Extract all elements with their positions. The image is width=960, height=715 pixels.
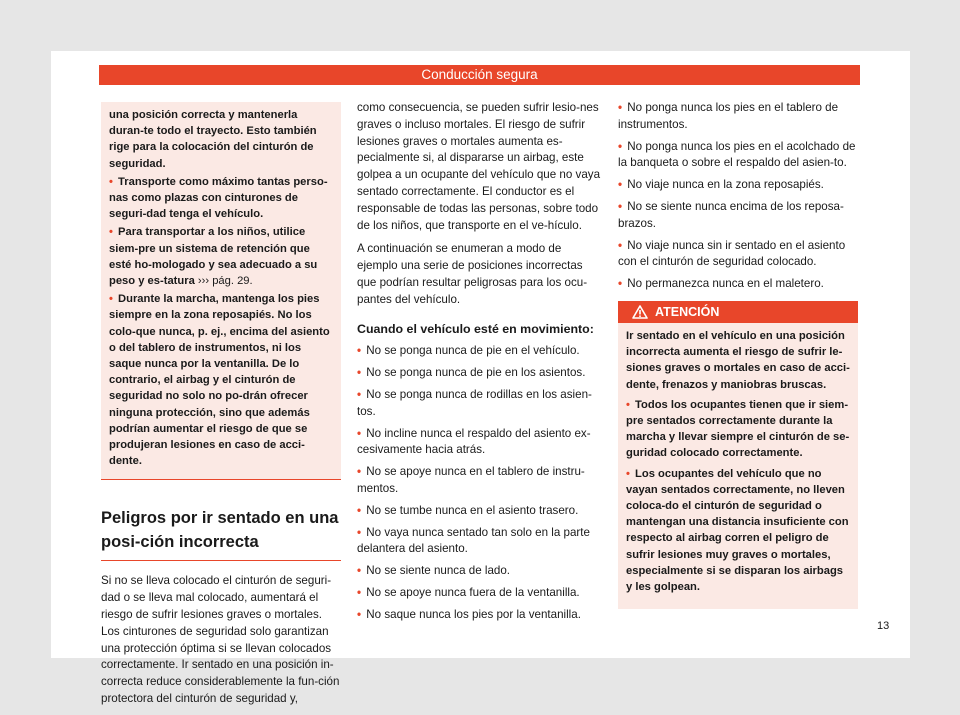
body-paragraph: Si no se lleva colocado el cinturón de seguri-dad o se lleva mal colocado, aumentará el riesgo de sufrir lesiones graves o mortales. Los cinturones de seguridad solo garantizan una protección óptima si se llevan colocados correctamente. Ir sentado en una posición in-correcta reduce considerablemente la fun-ción protectora del cinturón de seguridad y,	[101, 574, 340, 706]
column-2	[357, 100, 604, 629]
page-header	[99, 65, 860, 85]
bullet-icon: •	[357, 366, 362, 380]
warning-box	[618, 301, 858, 609]
column-1	[101, 100, 341, 715]
list-item: • No viaje nunca en la zona reposapiés.	[618, 178, 824, 192]
bullet-icon: •	[626, 398, 630, 411]
list-item: • No se siente nunca de lado.	[357, 564, 511, 578]
bullet-icon: •	[357, 387, 362, 401]
column-3	[618, 100, 858, 609]
bullet-icon: •	[109, 293, 113, 306]
list-item: • No se apoye nunca fuera de la ventanilla.	[357, 585, 580, 599]
body-paragraph: como consecuencia, se pueden sufrir lesio-nes graves o incluso mortales. El riesgo de sufrir lesiones graves o mortales aumenta es-pecialmente si, al dispararse un airbag, este golpea a un ocupante del vehículo que no vaya sentado correctamente. El conductor es el responsable de todas las personas, sobre todo de los niños, que transporte en el ve-hículo.	[357, 101, 601, 232]
bullet-icon: •	[357, 607, 362, 621]
bullet-icon: •	[618, 199, 623, 213]
bullet-icon: •	[626, 467, 630, 480]
bullet-icon: •	[357, 503, 362, 517]
list-item: • No viaje nunca sin ir sentado en el asiento con el cinturón de seguridad colocado.	[618, 238, 846, 269]
page	[51, 51, 910, 706]
safety-tips-box	[101, 102, 341, 480]
list-item: • No se apoye nunca en el tablero de instru-mentos.	[357, 465, 585, 495]
warning-body	[618, 323, 858, 609]
box-bullet-item: • Para transportar a los niños, utilice siem-pre un sistema de retención que esté ho-mologado y sea adecuado a su peso y es-tatura ››› pág. 29.	[109, 226, 318, 288]
subheading: Cuando el vehículo esté en movimiento:	[357, 321, 594, 336]
warning-bullet-item: • Los ocupantes del vehículo que no vayan sentados correctamente, no lleven coloca-do el cinturón de seguridad o mantengan una distancia insuficiente con respecto al airbag corren el peligro de sufrir lesiones muy graves o mortales, especialmente si se disparan los airbags y les golpean.	[626, 467, 849, 594]
box-bullet-item: • Transporte como máximo tantas perso-nas como plazas con cinturones de seguri-dad tenga el vehículo.	[109, 175, 328, 221]
bullet-icon: •	[618, 101, 623, 114]
page-number: 13	[877, 620, 890, 632]
bullet-icon: •	[109, 175, 113, 188]
list-item: • No saque nunca los pies por la ventanilla.	[357, 607, 581, 621]
box-paragraph: una posición correcta y mantenerla duran-te todo el trayecto. Esto también rige para la colocación del cinturón de seguridad.	[109, 109, 317, 170]
bullet-icon: •	[109, 226, 113, 239]
bullet-icon: •	[618, 178, 623, 192]
body-paragraph: A continuación se enumeran a modo de ejemplo una serie de posiciones incorrectas que podrían resultar peligrosas para los ocu-pantes del vehículo.	[357, 242, 588, 306]
warning-header	[618, 301, 858, 323]
page-header-title: Conducción segura	[421, 67, 538, 82]
list-item: • No se tumbe nunca en el asiento trasero.	[357, 503, 579, 517]
warning-triangle-icon	[632, 305, 648, 319]
bullet-icon: •	[618, 238, 623, 252]
list-item: • No incline nunca el respaldo del asiento ex-cesivamente hacia atrás.	[357, 426, 591, 457]
list-item: • No se ponga nunca de rodillas en los asien-tos.	[357, 387, 592, 418]
bullet-icon: •	[357, 525, 362, 539]
bullet-icon: •	[357, 465, 362, 479]
section-title: Peligros por ir sentado en una posi-ción incorrecta	[101, 506, 341, 561]
list-item: • No permanezca nunca en el maletero.	[618, 277, 824, 291]
list-item: • No se siente nunca encima de los reposa-brazos.	[618, 199, 844, 230]
list-item: • No se ponga nunca de pie en el vehículo.	[357, 344, 580, 358]
list-item: • No ponga nunca los pies en el acolchado de la banqueta o sobre el respaldo del asien-to.	[618, 139, 856, 170]
warning-bullet-item: • Todos los ocupantes tienen que ir siem-pre sentados correctamente durante la marcha y llevar siempre el cinturón de se-guridad colocado correctamente.	[626, 398, 850, 460]
page-reference-link[interactable]: ››› pág. 29.	[197, 275, 253, 288]
list-item: • No vaya nunca sentado tan solo en la parte delantera del asiento.	[357, 525, 590, 556]
box-bullet-item: • Durante la marcha, mantenga los pies siempre en la zona reposapiés. No los colo-que nunca, p. ej., encima del asiento o del tablero de instrumentos, ni los saque nunca por la ventanilla. De lo contrario, el airbag y el cinturón de seguridad no solo no po-drán ofrecer ninguna protección, sino que además podrían aumentar el riesgo de que se produjeran lesiones en caso de acci-dente.	[109, 293, 330, 468]
bullet-icon: •	[357, 426, 362, 440]
list-item: • No se ponga nunca de pie en los asientos.	[357, 366, 586, 380]
warning-intro: Ir sentado en el vehículo en una posición incorrecta aumenta el riesgo de sufrir le-siones graves o mortales en caso de acci-dente, frenazos y maniobras bruscas.	[626, 329, 850, 391]
list-item: • No ponga nunca los pies en el tablero de instrumentos.	[618, 101, 839, 131]
warning-title: ATENCIÓN	[655, 304, 720, 319]
bullet-icon: •	[357, 344, 362, 358]
bullet-icon: •	[357, 585, 362, 599]
bullet-icon: •	[618, 139, 623, 153]
bullet-icon: •	[357, 564, 362, 578]
bullet-icon: •	[618, 277, 623, 291]
